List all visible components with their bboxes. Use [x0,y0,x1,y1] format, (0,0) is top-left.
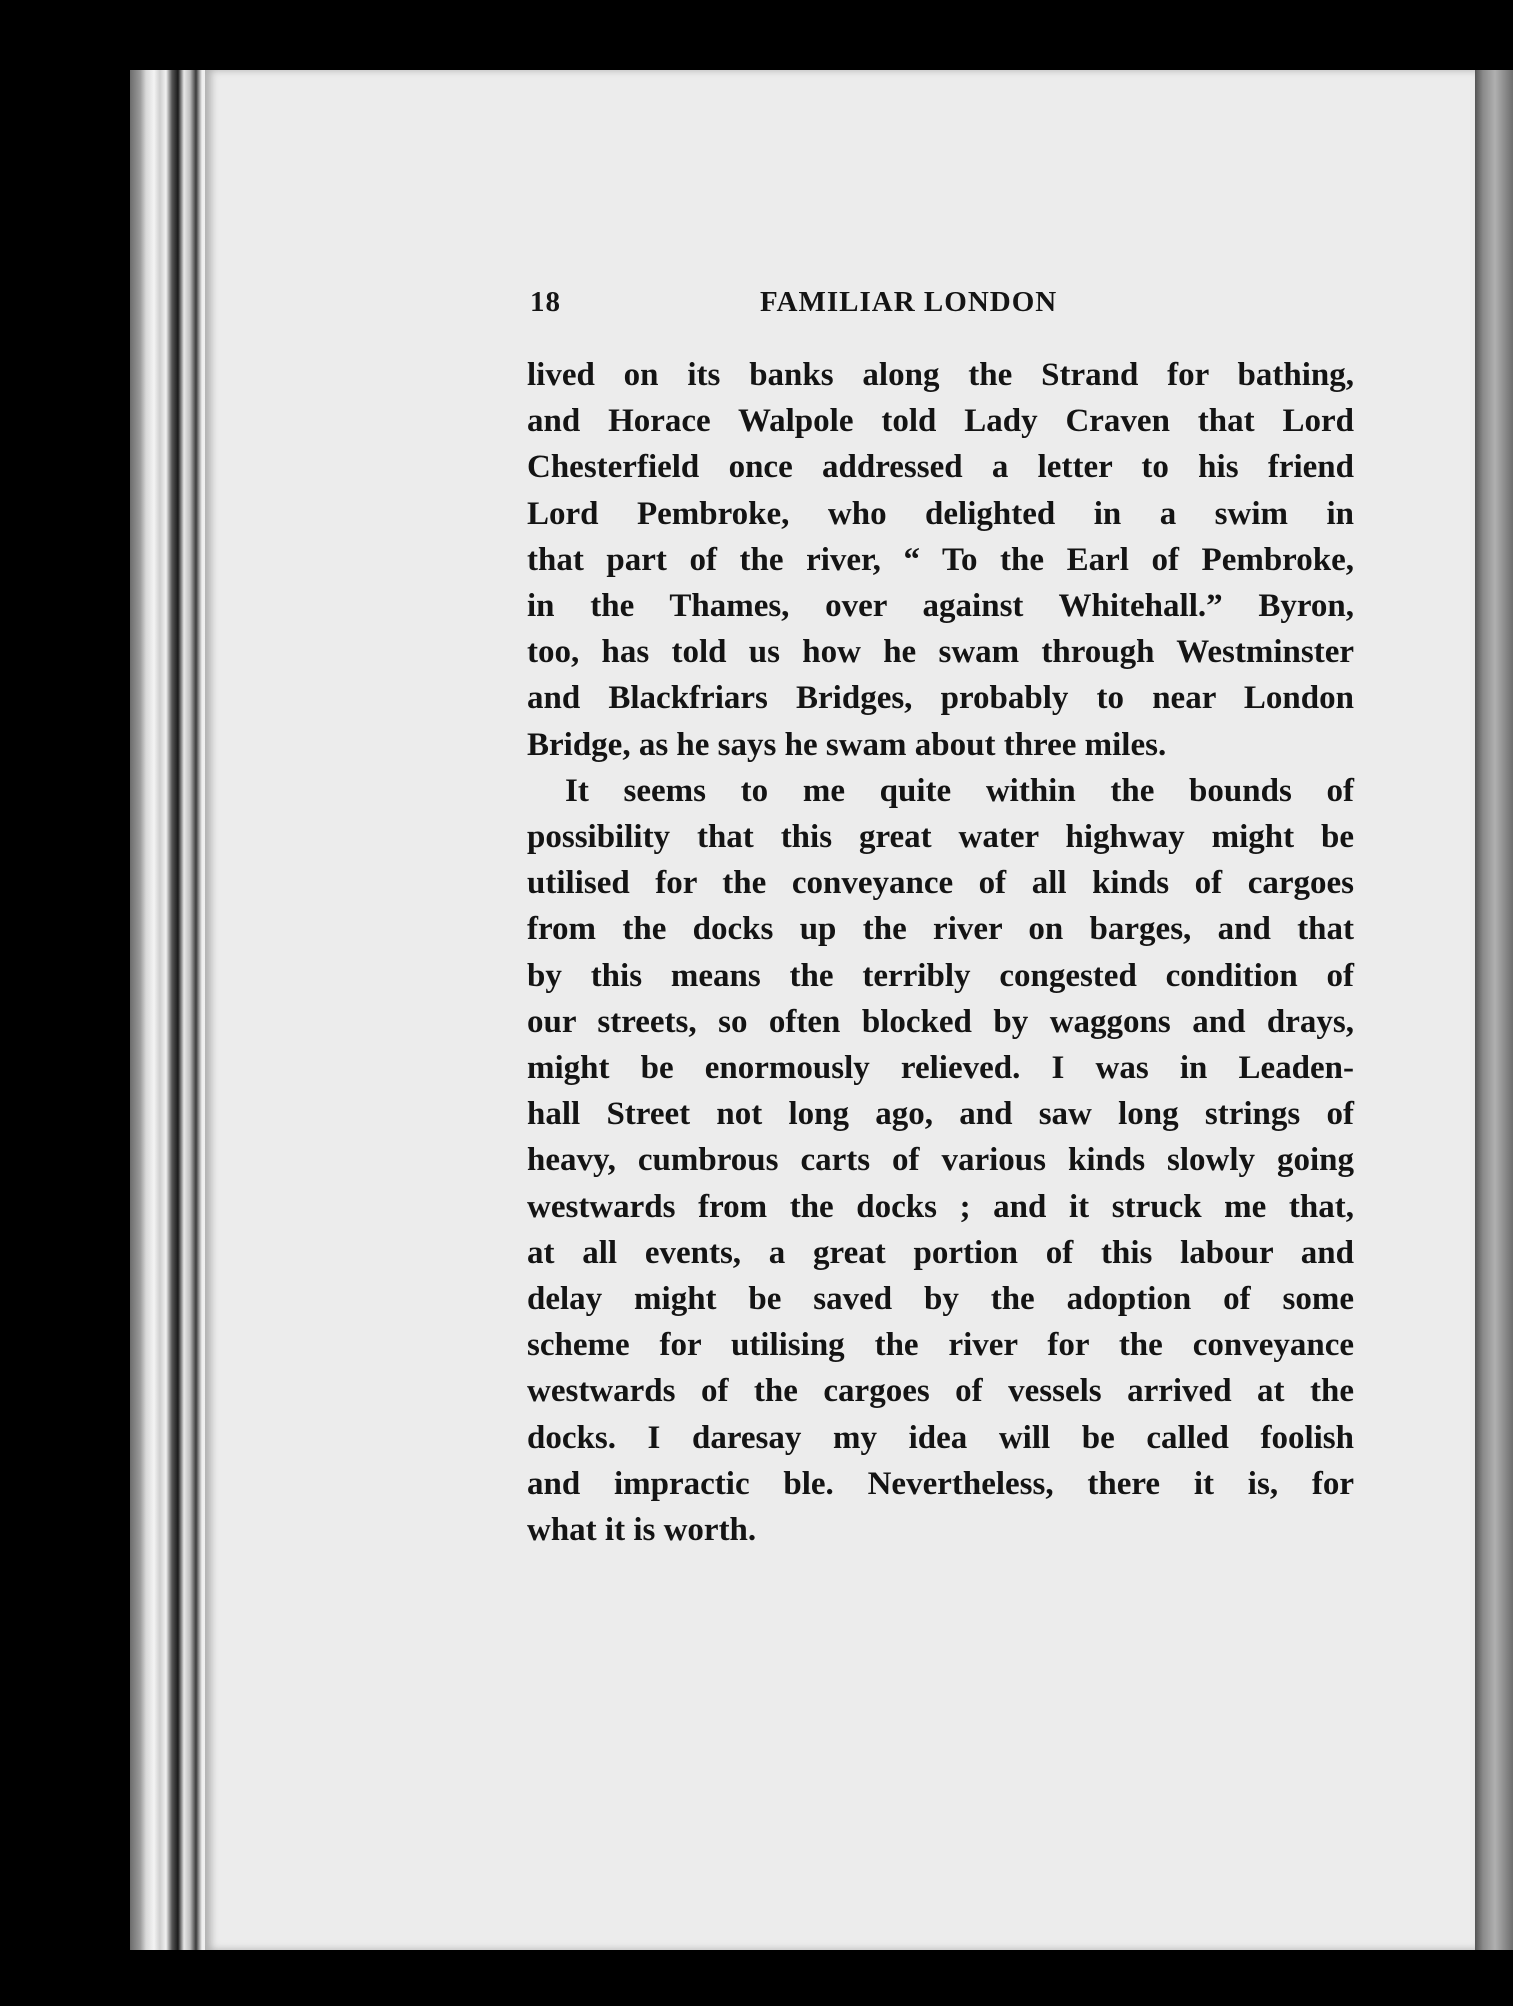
text-line: hall Street not long ago, and saw long strings of [527,1096,1354,1133]
running-title: FAMILIAR LONDON [760,286,1058,318]
text-line: heavy, cumbrous carts of various kinds slowly going [527,1142,1354,1179]
text-line: our streets, so often blocked by waggons and drays, [527,1003,1354,1040]
text-line: might be enormously relieved. I was in Leaden- [527,1050,1354,1087]
text-line: that part of the river, “ To the Earl of Pembroke, [527,541,1354,578]
text-line: utilised for the conveyance of all kinds of cargoes [527,865,1354,902]
text-line: scheme for utilising the river for the conveyance [527,1327,1354,1364]
text-line: and Blackfriars Bridges, probably to near London [527,680,1354,717]
text-line: what it is worth. [527,1512,757,1549]
page-number: 18 [530,286,561,318]
text-line: It seems to me quite within the bounds of [565,772,1354,809]
text-line: Chesterfield once addressed a letter to his friend [527,449,1354,486]
text-line: in the Thames, over against Whitehall.” Byron, [527,588,1354,625]
text-line: lived on its banks along the Strand for bathing, [527,357,1354,393]
text-line: Bridge, as he says he swam about three miles. [527,726,1167,763]
text-line: docks. I daresay my idea will be called foolish [527,1419,1354,1456]
text-line: delay might be saved by the adoption of some [527,1281,1354,1318]
text-line: possibility that this great water highway might be [527,819,1354,856]
page-header [530,286,1330,326]
text-line: and impractic ble. Nevertheless, there it is, for [527,1465,1354,1502]
text-line: by this means the terribly congested condition of [527,957,1354,994]
text-line: at all events, a great portion of this labour and [527,1234,1354,1271]
text-line: and Horace Walpole told Lady Craven that Lord [527,403,1354,440]
body-text [527,352,1354,1553]
book-binding-edge [1475,70,1513,1950]
text-line: westwards from the docks ; and it struck me that, [527,1188,1354,1225]
text-line: Lord Pembroke, who delighted in a swim in [527,495,1354,532]
text-line: too, has told us how he swam through Westminster [527,634,1354,671]
text-line: from the docks up the river on barges, and that [527,911,1354,948]
text-line: westwards of the cargoes of vessels arrived at the [527,1373,1354,1410]
